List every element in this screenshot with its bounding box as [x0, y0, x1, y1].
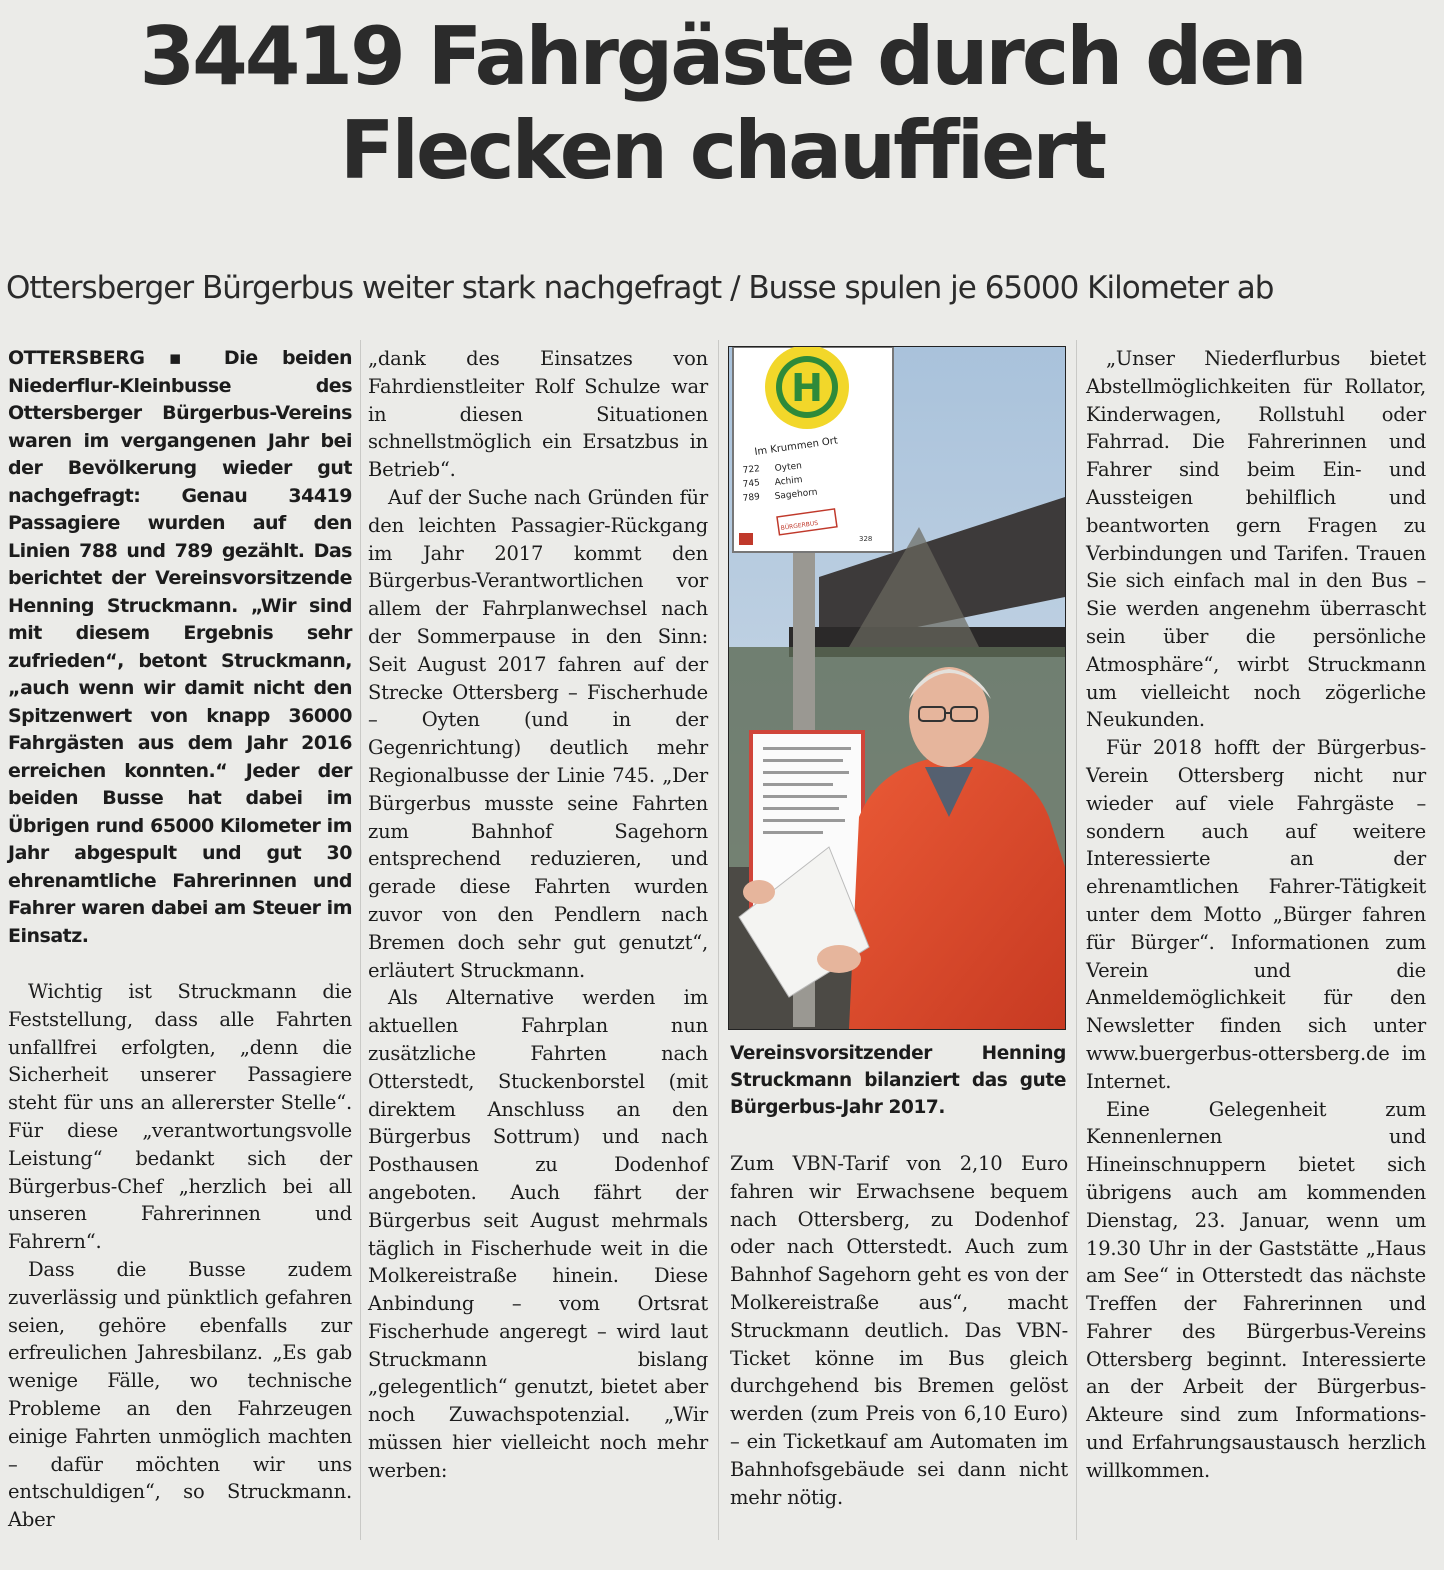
- photo-caption: Vereinsvorsitzender Henning Struckmann bilanziert das gute Bürgerbus-Jahr 2017.: [730, 1043, 1066, 1118]
- body-paragraph: Dass die Busse zudem zuverlässig und pünktlich gefahren seien, gehöre ebenfalls zur erfreulichen Jahresbilanz. „Es gab wenige Fälle, wo technische Probleme an den Fahrzeugen einige Fahrten unmöglich machten – dafür möchten wir uns entschuldigen“, so Struckmann. Aber: [8, 1257, 352, 1532]
- body-paragraph: Auf der Suche nach Gründen für den leichten Passagier-Rückgang im Jahr 2017 kommt den Bürgerbus-Verantwortlichen vor allem der Fahrplanwechsel nach der Sommerpause in den Sinn: Seit August 2017 fahren auf der Strecke Ottersberg – Fischerhude – Oyten (und in der Gegenrichtung) deutlich mehr Regionalbusse der Linie 745. „Der Bürgerbus musste seine Fahrten zum Bahnhof Sagehorn entsprechend reduzieren, und gerade diese Fahrten wurden zuvor von den Pendlern nach Bremen doch sehr gut genutzt“, erläutert Struckmann.: [368, 485, 708, 982]
- column-2: [368, 345, 708, 1485]
- article-photo: [728, 346, 1066, 1030]
- line-number: 722: [742, 464, 761, 476]
- body-paragraph: „dank des Einsatzes von Fahrdienstleiter Rolf Schulze war in diesen Situationen schnellstmöglich ein Ersatzbus in Betrieb“.: [368, 347, 708, 482]
- subheadline: Ottersberger Bürgerbus weiter stark nachgefragt / Busse spulen je 65000 Kilometer ab: [6, 270, 1274, 306]
- line-destination: Oyten: [774, 461, 803, 474]
- column-1: [8, 345, 352, 1534]
- headline-line-2: Flecken chauffiert: [339, 104, 1105, 197]
- column-rule: [718, 340, 719, 1540]
- lead-paragraph: [8, 345, 352, 950]
- lead-text: Die beiden Niederflur-Kleinbusse des Ottersberger Bürgerbus-Vereins waren im vergangenen Jahr bei der Bevölkerung wieder gut nachgefragt: Genau 34419 Passagiere wurden auf den Linien 788 und 789 gezählt. Das berichtet der Vereinsvorsitzende Henning Struckmann. „Wir sind mit diesem Ergebnis sehr zufrieden“, betont Struckmann, „auch wenn wir damit nicht den Spitzenwert von knapp 36000 Fahrgästen aus dem Jahr 2016 erreichen konnten.“ Jeder der beiden Busse hat dabei im Übrigen rund 65000 Kilometer im Jahr abgespult und gut 30 ehrenamtliche Fahrerinnen und Fahrer waren dabei am Steuer im Einsatz.: [8, 347, 352, 947]
- line-destination: Sagehorn: [774, 487, 819, 502]
- body-paragraph: „Unser Niederflurbus bietet Abstellmöglichkeiten für Rollator, Kinderwagen, Rollstuhl oder Fahrrad. Die Fahrerinnen und Fahrer sind beim Ein- und Aussteigen behilflich und beantworten gern Fragen zu Verbindungen und Tarifen. Trauen Sie sich einfach mal in den Bus – Sie werden angenehm überrascht sein über die persönliche Atmosphäre“, wirbt Struckmann um vielleicht noch zögerliche Neukunden.: [1086, 347, 1426, 732]
- line-number: 745: [742, 478, 761, 490]
- dateline: OTTERSBERG ▪: [8, 347, 200, 369]
- line-destination: Achim: [774, 475, 804, 488]
- column-rule: [360, 340, 361, 1540]
- column-rule: [1076, 340, 1077, 1540]
- sign-logo: BÜRGERBUS: [780, 519, 819, 532]
- headline-line-1: 34419 Fahrgäste durch den: [139, 10, 1305, 103]
- stop-sign-letter: H: [791, 366, 823, 410]
- body-paragraph: Für 2018 hofft der Bürgerbus-Verein Ottersberg nicht nur wieder auf viele Fahrgäste – sondern auch auf weitere Interessierte an der ehrenamtlichen Fahrer-Tätigkeit unter dem Motto „Bürger fahren für Bürger“. Informationen zum Verein und die Anmeldemöglichkeit für den Newsletter finden sich unter www.buergerbus-ottersberg.de im Internet.: [1086, 736, 1426, 1093]
- body-paragraph: Zum VBN-Tarif von 2,10 Euro fahren wir Erwachsene bequem nach Ottersberg, zu Dodenhof oder nach Otterstedt. Auch zum Bahnhof Sagehorn geht es von der Molkereistraße aus“, macht Struckmann deutlich. Das VBN-Ticket könne im Bus gleich durchgehend bis Bremen gelöst werden (zum Preis von 6,10 Euro) – ein Ticketkauf am Automaten im Bahnhofsgebäude sei dann nicht mehr nötig.: [730, 1152, 1068, 1509]
- line-number: 789: [742, 492, 761, 504]
- column-3: [730, 1150, 1068, 1511]
- column-4: [1086, 345, 1426, 1485]
- body-paragraph: Als Alternative werden im aktuellen Fahrplan nun zusätzliche Fahrten nach Otterstedt, Stuckenborstel (mit direktem Anschluss an den Bürgerbus Sottrum) und nach Posthausen zu Dodenhof angeboten. Auch fährt der Bürgerbus seit August mehrmals täglich in Fischerhude weit in die Molkereistraße hinein. Diese Anbindung – vom Ortsrat Fischerhude angeregt – wird laut Struckmann bislang „gelegentlich“ genutzt, bietet aber noch Zuwachspotenzial. „Wir müssen hier vielleicht noch mehr werben:: [368, 986, 708, 1482]
- body-paragraph: Wichtig ist Struckmann die Feststellung, dass alle Fahrten unfallfrei erfolgten, „denn die Sicherheit unserer Passagiere steht für uns an allererster Stelle“. Für diese „verantwortungsvolle Leistung“ bedankt sich der Bürgerbus-Chef „herzlich bei all unseren Fahrerinnen und Fahrern“.: [8, 980, 352, 1254]
- body-paragraph: Eine Gelegenheit zum Kennenlernen und Hineinschnuppern bietet sich übrigens auch am kommenden Dienstag, 23. Januar, wenn um 19.30 Uhr in der Gaststätte „Haus am See“ in Otterstedt das nächste Treffen der Fahrerinnen und Fahrer des Bürgerbus-Vereins Ottersberg beginnt. Interessierte an der Arbeit der Bürgerbus-Akteure sind zum Informations- und Erfahrungsaustausch herzlich willkommen.: [1086, 1097, 1426, 1482]
- sign-code: 328: [859, 535, 873, 543]
- headline: [0, 10, 1444, 198]
- stop-name: Im Krummen Ort: [753, 435, 839, 458]
